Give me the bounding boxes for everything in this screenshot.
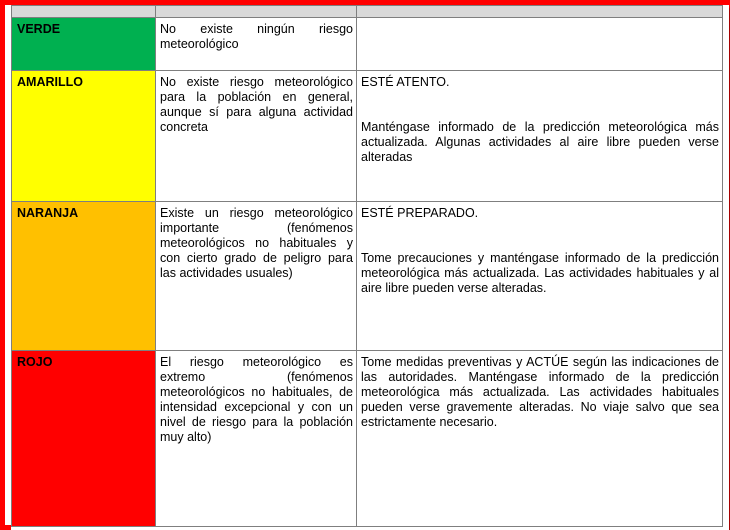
header-cell [12, 6, 156, 18]
header-cell [156, 6, 357, 18]
advice-title: ESTÉ ATENTO. [361, 75, 450, 89]
table-row-naranja [12, 202, 723, 351]
table-row-rojo [12, 351, 723, 527]
advice-cell: Tome medidas preventivas y ACTÚE según las indicaciones de las autoridades. Manténgase informado de la predicción meteorológica más actualizada. Las actividades habituales pueden verse gravemente alteradas. No viaje salvo que sea estrictamente necesario. [357, 351, 723, 527]
advice-text: Manténgase informado de la predicción meteorológica más actualizada. Algunas actividades al aire libre pueden verse alteradas [361, 120, 719, 164]
description-cell: No existe riesgo meteorológico para la población en general, aunque sí para alguna actividad concreta [156, 71, 357, 202]
description-cell: El riesgo meteorológico es extremo (fenómenos meteorológicos no habituales, de intensidad excepcional y con un nivel de riesgo para la población muy alto) [156, 351, 357, 527]
level-cell-amarillo: AMARILLO [12, 71, 156, 202]
description-cell: No existe ningún riesgo meteorológico [156, 18, 357, 71]
advice-cell [357, 71, 723, 202]
advice-text: Tome precauciones y manténgase informado de la predicción meteorológica más actualizada. Las actividades habituales y al aire libre pueden verse alteradas. [361, 251, 719, 295]
table-header-row [12, 6, 723, 18]
description-cell: Existe un riesgo meteorológico importante (fenómenos meteorológicos no habituales y con cierto grado de peligro para las actividades usuales) [156, 202, 357, 351]
warning-levels-table [11, 5, 723, 527]
document-page [11, 5, 729, 530]
table-row-verde [12, 18, 723, 71]
level-cell-naranja: NARANJA [12, 202, 156, 351]
level-cell-verde: VERDE [12, 18, 156, 71]
advice-title: ESTÉ PREPARADO. [361, 206, 479, 220]
level-cell-rojo: ROJO [12, 351, 156, 527]
advice-cell [357, 18, 723, 71]
table-row-amarillo [12, 71, 723, 202]
advice-cell [357, 202, 723, 351]
header-cell [357, 6, 723, 18]
